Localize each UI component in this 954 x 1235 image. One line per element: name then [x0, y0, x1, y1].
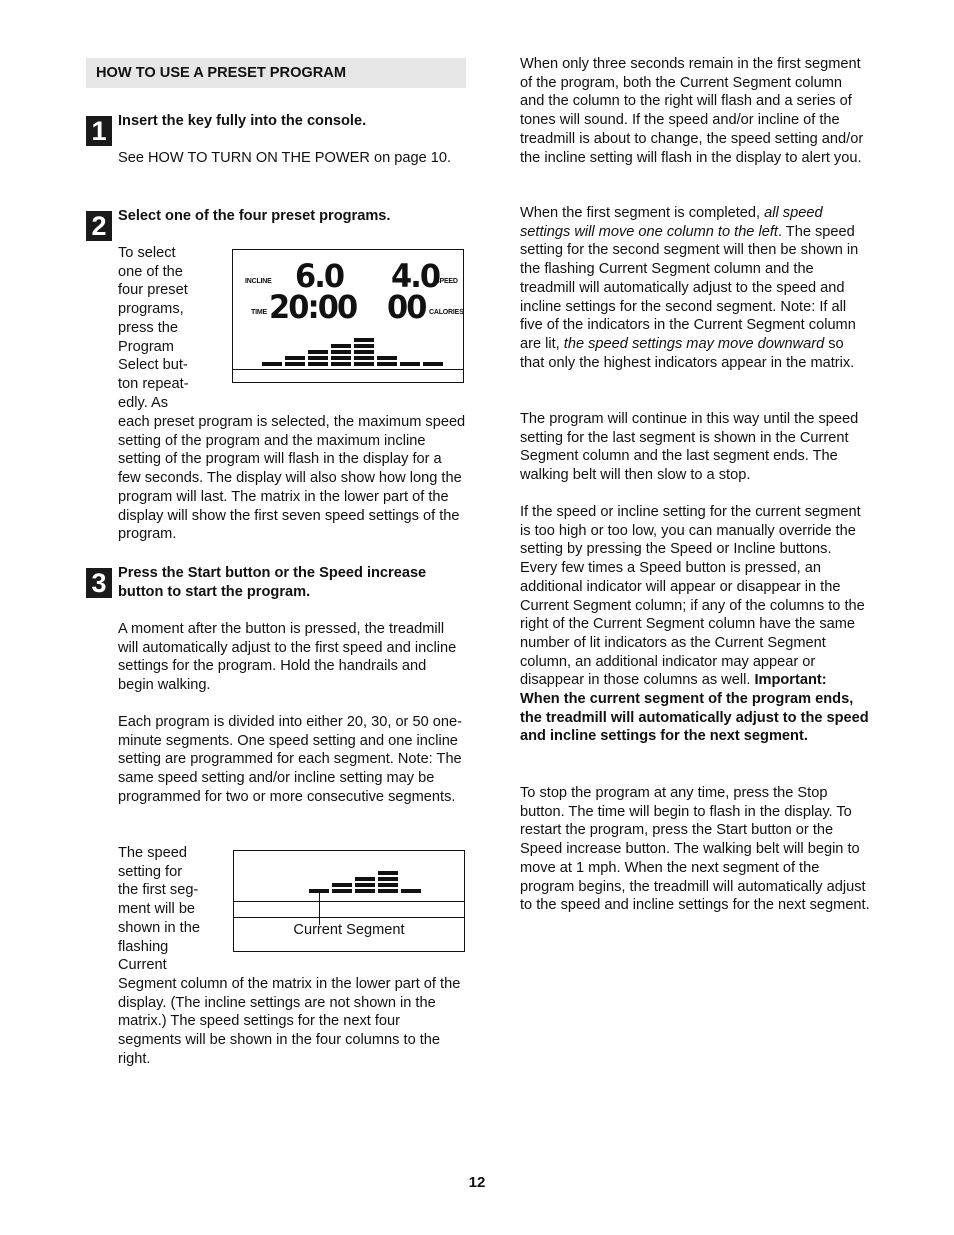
matrix-segment [332, 883, 352, 887]
incline-label: INCLINE [245, 278, 272, 285]
step-3-continuation: Segment column of the matrix in the lower part of the display. (The incline settings are not shown in the matrix.) The speed settings for the next four segments will be shown in the four columns to the right. [118, 976, 461, 1067]
matrix-segment [378, 877, 398, 881]
text-line: the first seg- [118, 882, 199, 899]
step-2-number: 2 [86, 211, 112, 241]
matrix-segment [262, 362, 282, 366]
text-line: The speed [118, 845, 187, 861]
matrix-segment [423, 362, 443, 366]
matrix-segment [331, 356, 351, 360]
matrix-segment [285, 362, 305, 366]
matrix-segment [354, 344, 374, 348]
text-run: . The speed setting for the second segment will then be shown in the flashing Current Segment column and the treadmill will automatically adjust to the speed and incline settings for the second segment. Note: If all five of the indicators in the Current Segment column are lit, [520, 223, 859, 352]
matrix-segment [355, 883, 375, 887]
matrix-segment [401, 889, 421, 893]
matrix-segment [355, 877, 375, 881]
matrix-segment [331, 344, 351, 348]
matrix-segment [354, 362, 374, 366]
incline-readout: 6.0 [295, 257, 344, 295]
step-2-continuation: each preset program is selected, the maximum speed setting of the program and the maximum incline setting of the program will flash in the display for a few seconds. The display will also show how long the program will last. The matrix in the lower part of the display will show the first seven speed settings of the program. [118, 414, 466, 543]
matrix-segment [354, 350, 374, 354]
right-paragraph-4 [520, 503, 870, 746]
text-line: To select [118, 245, 176, 261]
step-2-wrap-text [118, 244, 228, 412]
matrix-segment [355, 889, 375, 893]
matrix-segment [377, 356, 397, 360]
step-3-paragraph-1: A moment after the button is pressed, the treadmill will automatically adjust to the first speed and incline settings for the program. Hold the handrails and begin walking. [118, 621, 457, 694]
matrix-segment [308, 356, 328, 360]
step-3-paragraph-2: Each program is divided into either 20, 30, or 50 one-minute segments. One speed setting and one incline setting are programmed for each segment. Note: The same speed setting and/or incline setting may be programmed for two or more consecutive segments. [118, 714, 462, 805]
section-title: HOW TO USE A PRESET PROGRAM [96, 65, 347, 81]
step-3-heading: Press the Start button or the Speed increase button to start the program. [118, 565, 427, 600]
text-line: setting for [118, 863, 183, 880]
text-line: one of the [118, 263, 183, 280]
speed-readout: 4.0 [391, 257, 440, 295]
matrix-segment [378, 889, 398, 893]
right-paragraph-2 [520, 204, 870, 372]
step-1-heading: Insert the key fully into the console. [118, 113, 367, 129]
matrix-segment [331, 362, 351, 366]
text-line: flashing [118, 938, 169, 955]
matrix-segment [332, 889, 352, 893]
text-line: ton repeat- [118, 375, 189, 392]
step-3-number: 3 [86, 568, 112, 598]
matrix-segment [378, 871, 398, 875]
text-line: Program [118, 338, 174, 355]
current-segment-label: Current Segment [293, 922, 405, 938]
text-line: ment will be [118, 901, 196, 918]
matrix-segment [285, 356, 305, 360]
page-number: 12 [468, 1174, 486, 1191]
text-line: edly. As [118, 394, 169, 411]
right-paragraph-5: To stop the program at any time, press the Stop button. The time will begin to flash in the display. To restart the program, press the Start button or the Speed increase button. The walking belt will begin to move at 1 mph. When the next segment of the program begins, the treadmill will automatically adjust to the speed and incline settings for the next segment. [520, 785, 870, 914]
right-paragraph-3: The program will continue in this way until the speed setting for the last segment is shown in the Current Segment column and the last segment ends. The walking belt will then slow to a stop. [520, 411, 859, 484]
text-line: Current [118, 957, 167, 974]
text-run-italic: the speed settings may move downward [563, 335, 825, 352]
time-readout: 20:00 [269, 288, 357, 326]
important-note: Important: When the current segment of the program ends, the treadmill will automatically adjust to the speed and incline settings for the next segment. [520, 672, 869, 745]
matrix-segment [354, 338, 374, 342]
calories-label: CALORIES [429, 309, 464, 316]
time-label: TIME [251, 309, 267, 316]
text-run-italic: all speed settings will move one column to the left [520, 205, 823, 240]
step-3-wrap-text [118, 844, 228, 975]
text-line: shown in the [118, 919, 200, 936]
matrix-segment [377, 362, 397, 366]
matrix-segment [331, 350, 351, 354]
text-run: If the speed or incline setting for the current segment is too high or too low, you can manually override the setting by pressing the Speed or Incline buttons. Every few times a Speed button is pressed, an additional indicator will appear or disappear in the Current Segment column; if any of the columns to the right of the Current Segment column have the same number of lit indicators as the Current Segment column, an additional indicator may appear or disappear in those columns as well. [520, 504, 865, 689]
speed-label: SPEED [435, 278, 458, 285]
matrix-segment [400, 362, 420, 366]
matrix-segment [378, 883, 398, 887]
text-run: When the first segment is completed, [520, 205, 765, 221]
matrix-segment [308, 362, 328, 366]
calories-readout: 00 [387, 288, 426, 326]
matrix-band-top [234, 901, 464, 902]
text-line: programs, [118, 301, 184, 318]
step-1-body: See HOW TO TURN ON THE POWER on page 10. [118, 150, 452, 166]
text-line: press the [118, 319, 179, 336]
matrix-band-bottom [234, 917, 464, 918]
text-line: Select but- [118, 357, 188, 374]
text-run: so that only the highest indicators appear in the matrix. [520, 335, 855, 371]
step-1-number: 1 [86, 116, 112, 146]
display-bottom-band [233, 369, 463, 370]
step-2-heading: Select one of the four preset programs. [118, 208, 391, 224]
console-display-illustration [232, 249, 464, 383]
text-line: four preset [118, 282, 188, 299]
matrix-segment [308, 350, 328, 354]
matrix-segment [354, 356, 374, 360]
right-paragraph-1: When only three seconds remain in the first segment of the program, both the Current Segment column and the column to the right will flash and a series of tones will sound. If the speed and/or incline of the treadmill is about to change, the speed setting and/or the incline setting will flash in the display to alert you. [520, 56, 864, 166]
matrix-display-illustration [233, 850, 465, 952]
